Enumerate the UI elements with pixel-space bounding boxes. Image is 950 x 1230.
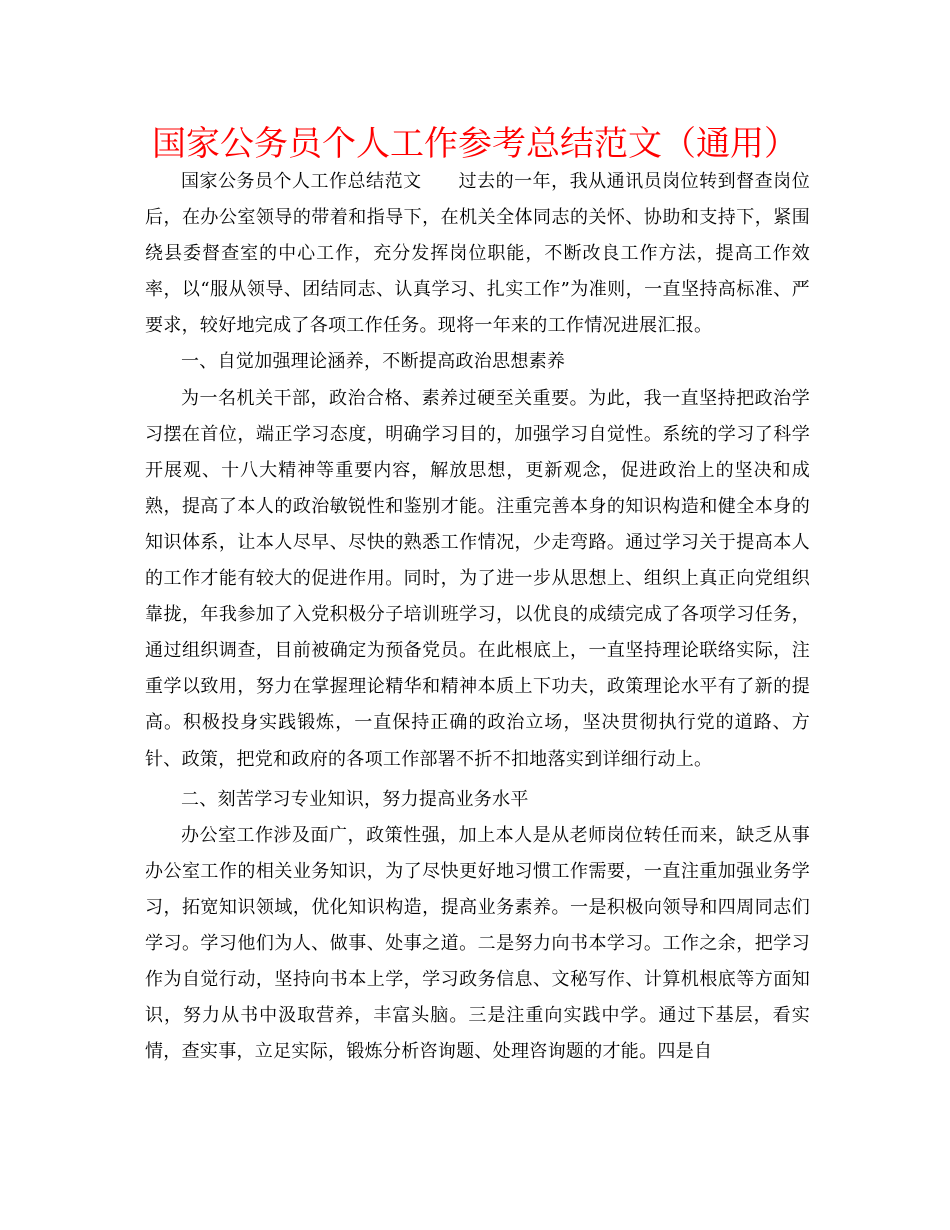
document-body (145, 164, 810, 1070)
document-title: 国家公务员个人工作参考总结范文（通用） (152, 124, 798, 164)
intro-paragraph: 国家公务员个人工作总结范文 过去的一年，我从通讯员岗位转到督查岗位后，在办公室领导的带着和指导下，在机关全体同志的关怀、协助和支持下，紧围绕县委督查室的中心工作，充分发挥岗位职能，不断改良工作方法，提高工作效率，以“服从领导、团结同志、认真学习、扎实工作”为准则，一直坚持高标准、严要求，较好地完成了各项工作任务。现将一年来的工作情况进展汇报。 (145, 171, 810, 337)
section-heading-1: 一、自觉加强理论涵养，不断提高政治思想素养 (181, 351, 566, 373)
section-2-paragraph: 办公室工作涉及面广，政策性强，加上本人是从老师岗位转任而来，缺乏从事办公室工作的相关业务知识，为了尽快更好地习惯工作需要，一直注重加强业务学习，拓宽知识领域，优化知识构造，提高业务素养。一是积极向领导和四周同志们学习。学习他们为人、做事、处事之道。二是努力向书本学习。工作之余，把学习作为自觉行动，坚持向书本上学，学习政务信息、文秘写作、计算机根底等方面知识，努力从书中汲取营养，丰富头脑。三是注重向实践中学。通过下基层，看实情，查实事，立足实际，锻炼分析咨询题、处理咨询题的才能。四是自 (145, 824, 810, 1063)
section-heading-2: 二、刻苦学习专业知识，努力提高业务水平 (181, 788, 529, 810)
section-1-paragraph: 为一名机关干部，政治合格、素养过硬至关重要。为此，我一直坚持把政治学习摆在首位，端正学习态度，明确学习目的，加强学习自觉性。系统的学习了科学开展观、十八大精神等重要内容，解放思想，更新观念，促进政治上的坚决和成熟，提高了本人的政治敏锐性和鉴别才能。注重完善本身的知识构造和健全本身的知识体系，让本人尽早、尽快的熟悉工作情况，少走弯路。通过学习关于提高本人的工作才能有较大的促进作用。同时，为了进一步从思想上、组织上真正向党组织靠拢，年我参加了入党积极分子培训班学习，以优良的成绩完成了各项学习任务，通过组织调查，目前被确定为预备党员。在此根底上，一直坚持理论联络实际，注重学以致用，努力在掌握理论精华和精神本质上下功夫，政策理论水平有了新的提高。积极投身实践锻炼，一直保持正确的政治立场，坚决贯彻执行党的道路、方针、政策，把党和政府的各项工作部署不折不扣地落实到详细行动上。 (145, 387, 810, 770)
